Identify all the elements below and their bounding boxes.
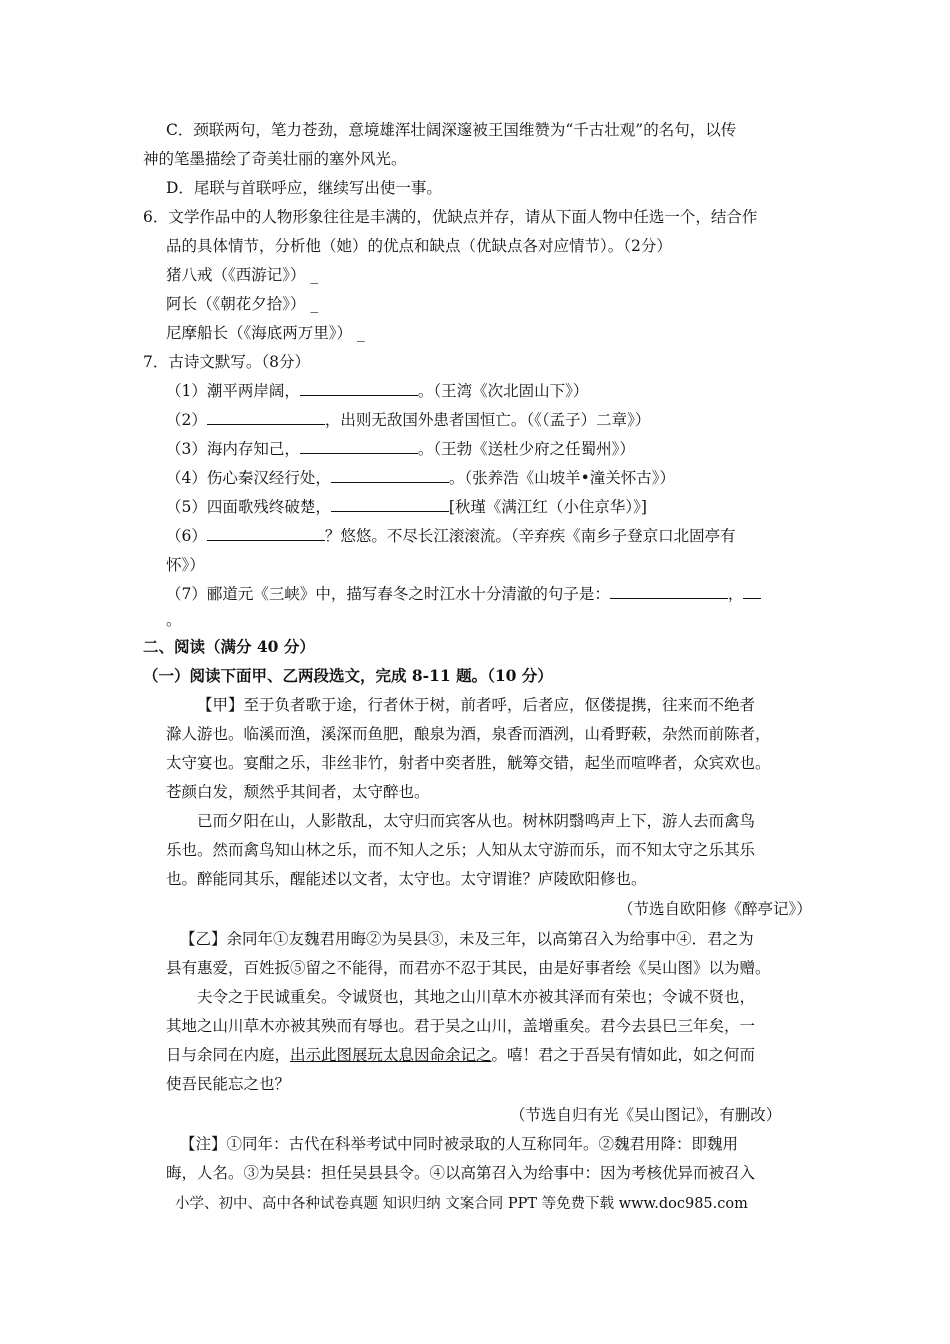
yi-text: 日与余同在内庭， — [166, 1046, 291, 1064]
q7-item-4 — [166, 468, 675, 488]
q6-option-zhubajie-label: 猪八戒（《西游记》） — [166, 266, 306, 284]
fill-blank[interactable] — [331, 497, 449, 512]
question-7-title: 7．古诗文默写。（8分） — [143, 353, 310, 371]
passage-yi-line4: 其地之山川草木亦被其殃而有辱也。君于吴之山川，盖增重矣。君今去县巳三年矣，一 — [166, 1017, 756, 1035]
yi-text: ②为吴县 — [366, 930, 429, 948]
q6-option-achang — [166, 294, 318, 314]
q7-item-7-end: 。 — [166, 611, 182, 629]
q7-item-5-source: [秋瑾《满江红（小住京华）》] — [448, 498, 647, 516]
fill-blank[interactable] — [300, 381, 418, 396]
question-6-line2: 品的具体情节，分析他（她）的优点和缺点（优缺点各对应情节）。（2分） — [166, 237, 672, 255]
page-footer: 小学、初中、高中各种试卷真题 知识归纳 文案合同 PPT 等免费下载 www.doc985.com — [175, 1196, 748, 1212]
yi-text: ③，未及三年，以高第召入为给事中 — [428, 930, 677, 948]
q6-option-nemo — [166, 323, 365, 343]
notes-line1: 【注】①同年：古代在科举考试中同时被录取的人互称同年。②魏君用降：即魏用 — [180, 1135, 739, 1153]
option-c-line1: C．颈联两句，笔力苍劲，意境雄浑壮阔深邃被王国维赞为“千古壮观”的名句，以传 — [166, 121, 737, 139]
yi-text: ①友魏君用晦 — [273, 930, 367, 948]
option-c-line2: 神的笔墨描绘了奇美壮丽的塞外风光。 — [143, 150, 407, 168]
yi-text: 。嘻！君之于吾吴有情如此，如之何而 — [491, 1046, 756, 1064]
q6-option-achang-label: 阿长（《朝花夕拾》） — [166, 295, 306, 313]
option-d: D．尾联与首联呼应，继续写出使一事。 — [166, 179, 442, 197]
passage-jia-source: （节选自欧阳修《醉亭记》） — [618, 900, 812, 918]
fill-blank[interactable] — [207, 526, 325, 541]
fill-blank[interactable] — [331, 468, 449, 483]
fill-blank[interactable] — [610, 584, 728, 599]
q7-item-1 — [166, 381, 588, 401]
notes-line2: 晦，人名。③为吴县：担任吴县县令。④以高第召入为给事中：因为考核优异而被召入 — [166, 1164, 756, 1182]
passage-yi-line1 — [180, 929, 754, 949]
passage-jia-line1: 【甲】至于负者歌于途，行者休于树，前者呼，后者应，伛偻提携，往来而不绝者 — [197, 696, 756, 714]
fill-blank[interactable] — [300, 439, 418, 454]
passage-jia-line6: 乐也。然而禽鸟知山林之乐，而不知人之乐；人知从太守游而乐，而不知太守之乐其乐 — [166, 841, 756, 859]
answer-blank[interactable]: _ — [356, 324, 365, 342]
passage-yi-line6: 使吾民能忘之也？ — [166, 1075, 291, 1093]
q7-item-3-source: 。（王勃《送杜少府之任蜀州》） — [417, 440, 635, 458]
passage-yi-line5 — [166, 1045, 755, 1065]
passage-jia-line3: 太守宴也。宴酣之乐，非丝非竹，射者中奕者胜，觥筹交错，起坐而喧哗者，众宾欢也。 — [166, 754, 771, 772]
passage-jia-line7: 也。醉能同其乐，醒能述以文者，太守也。太守谓谁？庐陵欧阳修也。 — [166, 870, 647, 888]
answer-blank[interactable]: _ — [310, 295, 319, 313]
q7-item-6-num: （6） — [166, 527, 207, 545]
q7-item-5-text: （5）四面歌残终破楚， — [166, 498, 331, 516]
reading-1-instruction: （一）阅读下面甲、乙两段选文，完成 8-11 题。（10 分） — [143, 666, 553, 685]
section-2-heading: 二、阅读（满分 40 分） — [143, 637, 315, 656]
underlined-sentence: 出示此图展玩太息因命余记之 — [290, 1046, 492, 1064]
q7-item-6 — [166, 526, 736, 546]
question-6-line1: 6．文学作品中的人物形象往往是丰满的，优缺点并存，请从下面人物中任选一个，结合作 — [143, 208, 758, 226]
fill-blank[interactable] — [207, 410, 325, 425]
q7-item-7-text: （7）郦道元《三峡》中，描写春冬之时江水十分清澈的句子是： — [166, 585, 610, 603]
q7-item-6-text: ？悠悠。不尽长江滚滚流。（辛弃疾《南乡子登京口北固亭有 — [324, 527, 736, 545]
q7-item-3-text: （3）海内存知己， — [166, 440, 300, 458]
q7-item-1-text: （1）潮平两岸阔， — [166, 382, 300, 400]
q7-item-7 — [166, 584, 761, 604]
q7-item-7-comma: ， — [727, 585, 744, 603]
answer-blank[interactable]: _ — [310, 266, 319, 284]
yi-text: ④．君之为 — [676, 930, 754, 948]
q7-item-1-source: 。（王湾《次北固山下》） — [417, 382, 589, 400]
passage-jia-line4: 苍颜白发，颓然乎其间者，太守醉也。 — [166, 783, 430, 801]
q7-item-4-text: （4）伤心秦汉经行处， — [166, 469, 331, 487]
passage-jia-line5: 已而夕阳在山，人影散乱，太守归而宾客从也。树林阴翳鸣声上下，游人去而禽鸟 — [197, 812, 756, 830]
passage-yi-source: （节选自归有光《吴山图记》，有删改） — [510, 1106, 782, 1124]
passage-yi-line2: 县有惠爱，百姓扳⑤留之不能得，而君亦不忍于其民，由是好事者绘《吴山图》以为赠。 — [166, 959, 771, 977]
q7-item-4-source: 。（张养浩《山坡羊•潼关怀古》） — [448, 469, 676, 487]
yi-text: 【乙】余同年 — [180, 930, 274, 948]
passage-jia-line2: 滁人游也。临溪而渔，溪深而鱼肥，酿泉为酒，泉香而酒洌，山肴野蔌，杂然而前陈者， — [166, 725, 771, 743]
passage-yi-line3: 夫令之于民诚重矣。令诚贤也，其地之山川草木亦被其泽而有荣也；令诚不贤也， — [197, 988, 756, 1006]
q6-option-nemo-label: 尼摩船长（《海底两万里》） — [166, 324, 353, 342]
q7-item-5 — [166, 497, 647, 517]
q7-item-2-text: ，出则无敌国外患者国恒亡。（《（孟子）二章》） — [324, 411, 651, 429]
q7-item-2 — [166, 410, 650, 430]
q7-item-6-cont: 怀》） — [166, 556, 205, 574]
q7-item-2-num: （2） — [166, 411, 207, 429]
q6-option-zhubajie — [166, 265, 318, 285]
q7-item-3 — [166, 439, 635, 459]
fill-blank[interactable] — [743, 584, 761, 599]
